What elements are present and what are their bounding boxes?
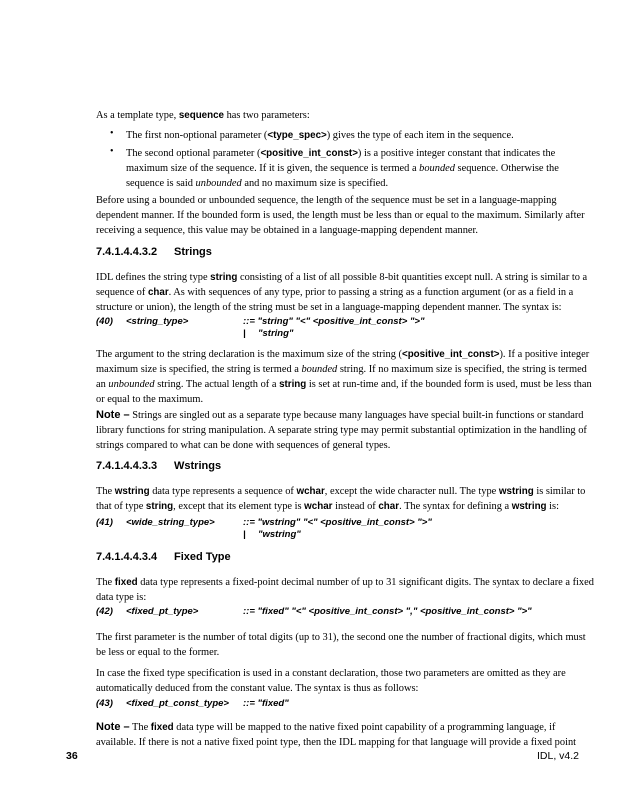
rule-rhs: ::= "fixed" "<" <positive_int_const> "," <positive_int_const> ">" xyxy=(243,606,532,617)
rule-rhs-alt: "wstring" xyxy=(258,529,301,540)
list-item: The second optional parameter (<positive_int_const>) is a positive integer constant that indicates the maximum size of the sequence. If it is given, the sequence is termed a bounded sequence. Otherwise the sequence is said unbounded and no maximum size is specified. xyxy=(126,148,559,189)
paragraph: The argument to the string declaration is the maximum size of the string (<positive_int_const>). If a positive integer maximum size is specified, the string is termed a bounded string. If no maximum size is specified, the string is termed an unbounded string. The actual length of a string is set at run-time and, if the bounded form is used, must be less than or equal to the maximum. xyxy=(96,349,592,405)
document-version: IDL, v4.2 xyxy=(537,750,580,762)
rule-alt-bar: | xyxy=(243,328,246,339)
intro-paragraph: As a template type, sequence has two parameters: xyxy=(96,110,310,121)
rule-number: (42) xyxy=(96,606,113,617)
note-paragraph: Note – The fixed data type will be mapped to the native fixed point capability of a programming language, if available. If there is not a native fixed point type, then the IDL mapping for that language will provide a fixed point xyxy=(96,721,577,748)
section-heading-strings: 7.4.1.4.4.3.2 Strings xyxy=(96,246,212,258)
rule-rhs: ::= "fixed" xyxy=(243,698,289,709)
paragraph: IDL defines the string type string consisting of a list of all possible 8-bit quantities except null. A string is similar to a sequence of char. As with sequences of any type, prior to passing a string as a function argument (or as a field in a structure or union), the length of the string must be set in a language-mapping dependent manner. The syntax is: xyxy=(96,272,588,313)
rule-number: (41) xyxy=(96,517,113,528)
section-heading-fixed: 7.4.1.4.4.3.4 Fixed Type xyxy=(96,551,231,563)
rule-rhs: ::= "string" "<" <positive_int_const> ">" xyxy=(243,316,425,327)
paragraph: In case the fixed type specification is used in a constant declaration, those two parameters are omitted as they are automatically deduced from the constant value. The syntax is thus as follows: xyxy=(96,668,566,694)
paragraph: The wstring data type represents a sequence of wchar, except the wide character null. The type wstring is similar to that of type string, except that its element type is wchar instead of char. The syntax for defining a wstring is: xyxy=(96,486,586,512)
section-heading-wstrings: 7.4.1.4.4.3.3 Wstrings xyxy=(96,460,222,472)
rule-rhs-alt: "string" xyxy=(258,328,294,339)
bullet-marker: • xyxy=(110,146,114,157)
rule-rhs: ::= "wstring" "<" <positive_int_const> ">" xyxy=(243,517,432,528)
paragraph: The fixed data type represents a fixed-point decimal number of up to 31 significant digits. The syntax to declare a fixed data type is: xyxy=(96,577,594,603)
list-item: The first non-optional parameter (<type_spec>) gives the type of each item in the sequence. xyxy=(126,130,514,141)
page-number: 36 xyxy=(66,750,78,762)
rule-lhs: <fixed_pt_type> xyxy=(126,606,199,617)
note-paragraph: Note – Strings are singled out as a separate type because many languages have special built-in functions or standard library functions for string manipulation. A separate string type may permit substantial optimization in the handling of strings compared to what can be done with sequences of general types. xyxy=(96,409,587,451)
rule-lhs: <fixed_pt_const_type> xyxy=(126,698,229,709)
rule-lhs: <wide_string_type> xyxy=(126,517,215,528)
bullet-marker: • xyxy=(110,128,114,139)
rule-number: (43) xyxy=(96,698,113,709)
rule-alt-bar: | xyxy=(243,529,246,540)
rule-number: (40) xyxy=(96,316,113,327)
paragraph: Before using a bounded or unbounded sequence, the length of the sequence must be set in a language-mapping dependent manner. If the bounded form is used, the length must be less than or equal to the maximum. Similarly after receiving a sequence, this value may be obtained in a language-mapping dependent manner. xyxy=(96,195,585,236)
rule-lhs: <string_type> xyxy=(126,316,189,327)
paragraph: The first parameter is the number of total digits (up to 31), the second one the number of fractional digits, which must be less or equal to the former. xyxy=(96,632,586,658)
